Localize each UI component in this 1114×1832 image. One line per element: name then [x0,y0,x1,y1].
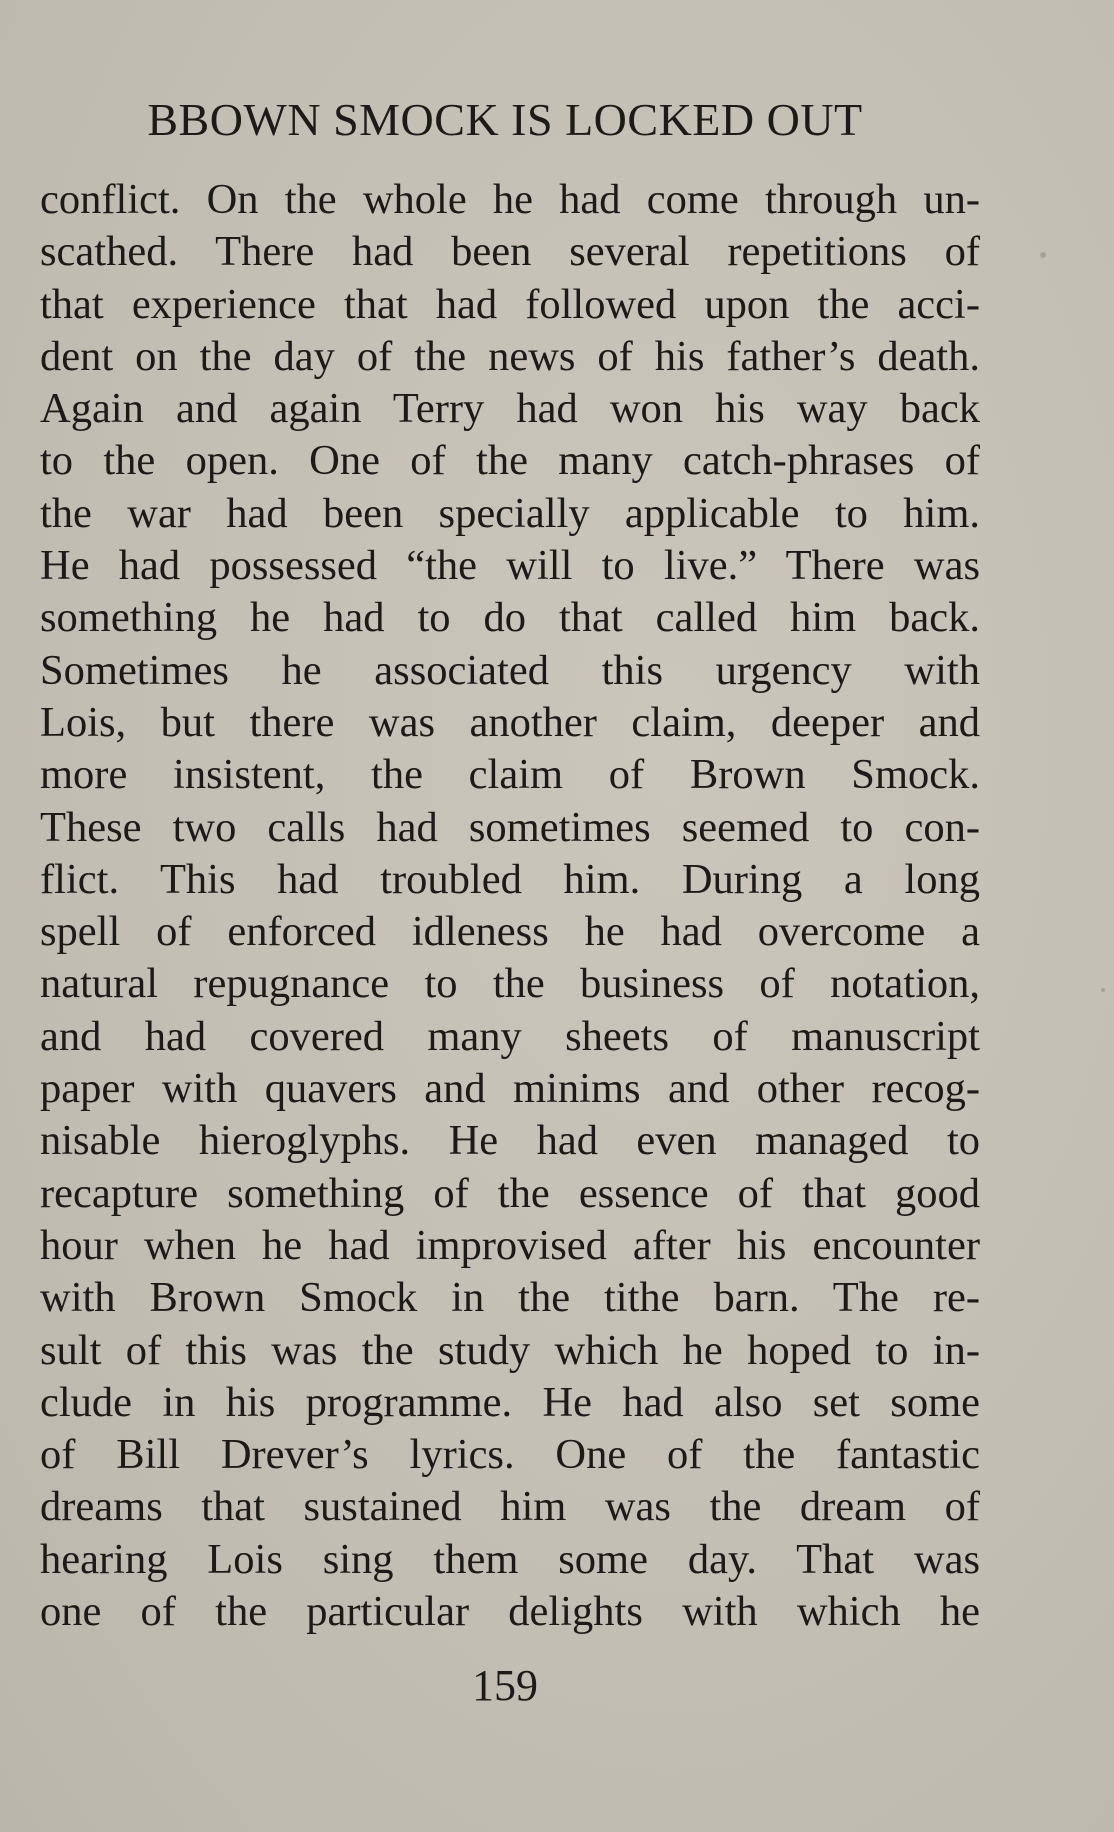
running-head: BBOWN SMOCK IS LOCKED OUT [147,94,863,145]
text-line: spell of enforced idleness he had overcome a [40,908,980,956]
text-line: one of the particular delights with which he [40,1588,980,1636]
text-line: of Bill Drever’s lyrics. One of the fantastic [40,1431,980,1479]
text-line: hearing Lois sing them some day. That was [40,1535,980,1583]
text-line: recapture something of the essence of that good [40,1169,980,1217]
text-line: conflict. On the whole he had come through un- [40,176,980,223]
text-line: more insistent, the claim of Brown Smock. [40,751,980,799]
text-line: with Brown Smock in the tithe barn. The re- [40,1274,980,1322]
text-line: Sometimes he associated this urgency with [40,646,980,694]
text-line: Lois, but there was another claim, deeper and [40,698,980,746]
text-line: sult of this was the study which he hoped to in- [40,1326,980,1374]
text-line: the war had been specially applicable to him. [40,489,980,537]
text-line: nisable hieroglyphs. He had even managed to [40,1117,980,1165]
text-line: that experience that had followed upon the acci- [40,280,980,328]
body-text [40,174,980,1638]
text-line: Again and again Terry had won his way back [40,385,980,433]
text-line: to the open. One of the many catch-phrases of [40,437,980,485]
text-line: dent on the day of the news of his father’s death. [40,332,980,380]
text-line: and had covered many sheets of manuscript [40,1012,980,1060]
text-line: He had possessed “the will to live.” There was [40,542,980,590]
text-line: natural repugnance to the business of notation, [40,960,980,1008]
text-line: flict. This had troubled him. During a long [40,855,980,903]
text-line: scathed. There had been several repetitions of [40,228,980,276]
paper-speck [1101,988,1105,992]
text-line: something he had to do that called him back. [40,594,980,642]
text-line: hour when he had improvised after his encounter [40,1221,980,1269]
text-line: paper with quavers and minims and other recog- [40,1065,980,1113]
text-line: These two calls had sometimes seemed to con- [40,803,980,851]
text-line: clude in his programme. He had also set some [40,1378,980,1426]
page-number: 159 [472,1661,538,1710]
paper-speck [1040,252,1046,258]
text-line: dreams that sustained him was the dream of [40,1483,980,1531]
